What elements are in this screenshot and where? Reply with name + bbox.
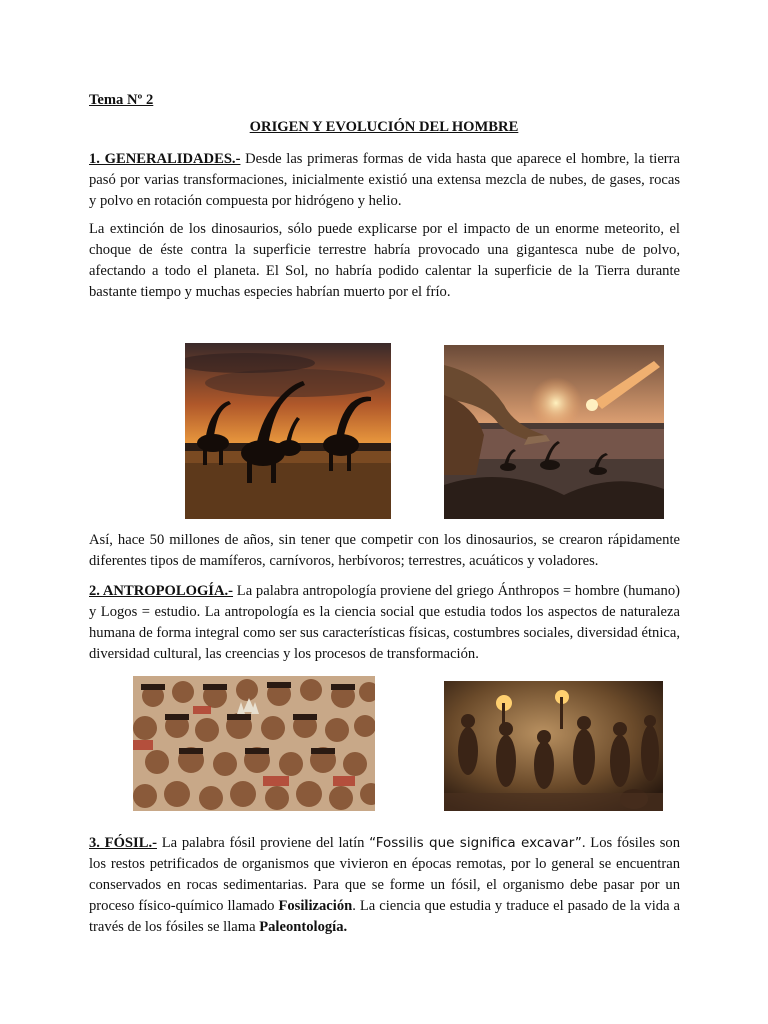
paragraph-extincion: La extinción de los dinosaurios, sólo puede explicarse por el impacto de un enorme meteorito, el choque de éste contra la superficie terrestre habría provocado una gigantesca nube de polvo, afectando a todo el planeta. El Sol, no habría podido calentar la superficie de la Tierra durante bastante tiempo y muchas especies habrían muerto por el frío. — [89, 221, 680, 300]
topic-number: Tema Nº 2 — [89, 92, 154, 108]
page-title: ORIGEN Y EVOLUCIÓN DEL HOMBRE — [249, 119, 519, 135]
dinosaurs-sunset-image — [185, 343, 391, 519]
paleontologia-term: Paleontología. — [259, 919, 348, 935]
section-heading-antropologia: 2. ANTROPOLOGÍA.- — [89, 583, 234, 599]
section-heading-generalidades: 1. GENERALIDADES.- — [89, 151, 241, 167]
fosil-text-3: . La ciencia que estudia y traduce el pasado de la vida a través de los fósiles se llama — [89, 898, 681, 935]
antropologia-text: La palabra antropología proviene del griego Ánthropos = hombre (humano) y Logos = estudio. La antropología es la ciencia social que estudia todos los aspectos de naturaleza humana de forma integral como ser sus características físicas, costumbres sociales, diversidad étnica, diversidad cultural, las creencias y los procesos de transformación. — [89, 583, 680, 662]
cave-people-image — [444, 681, 663, 811]
fosil-quote: “Fossilis que significa excavar” — [369, 835, 582, 851]
trex-meteor-image — [444, 345, 664, 519]
fosilizacion-term: Fosilización — [278, 898, 353, 914]
fosil-text-2: . Los fósiles son los restos petrificados de organismos que vivieron en épocas remotas, por lo general se encuentran conservados en rocas sedimentarias. Para que se forme un fósil, el organismo debe pasar por un proceso físico-químico llamado — [89, 835, 681, 914]
native-peoples-image — [133, 676, 375, 811]
paragraph-mamiferos: Así, hace 50 millones de años, sin tener que competir con los dinosaurios, se crearon rápidamente diferentes tipos de mamíferos, carnívoros, herbívoros; terrestres, acuáticos y voladores. — [89, 532, 680, 569]
generalidades-text: Desde las primeras formas de vida hasta que aparece el hombre, la tierra pasó por varias transformaciones, inicialmente existió una extensa mezcla de nubes, de gases, rocas y polvo en rotación compuesta por hidrógeno y helio. — [89, 151, 680, 209]
paragraph-antropologia — [89, 581, 680, 665]
section-heading-fosil: 3. FÓSIL.- — [89, 835, 157, 851]
paragraph-generalidades — [89, 149, 680, 212]
paragraph-fosil — [89, 833, 680, 938]
fosil-text-1: La palabra fósil proviene del latín — [156, 835, 370, 851]
